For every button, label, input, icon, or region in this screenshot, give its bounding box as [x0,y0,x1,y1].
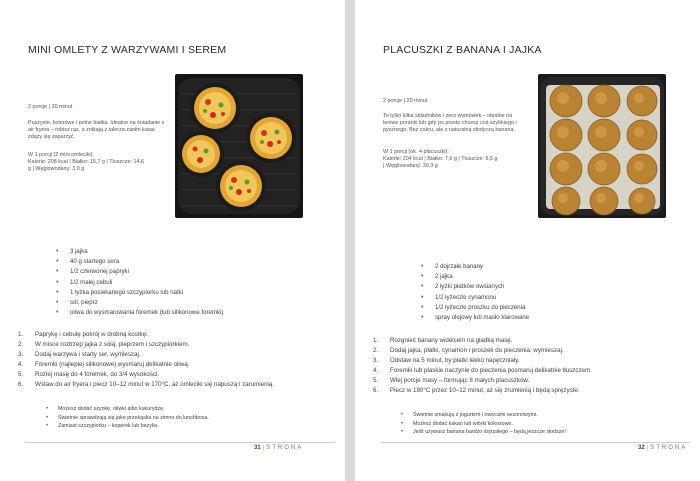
steps-list [18,330,274,391]
nutrition-info [28,152,174,174]
tip-item: • Świetnie smakują z jogurtem i owocami sezonowymi. [401,411,566,420]
tip-item: • Jeśli używasz banana bardzo dojrzałego – będą jeszcze słodsze! [401,428,566,437]
recipe-title: MINI OMLETY Z WARZYWAMI I SEREM [28,44,227,56]
nutrition-info [383,149,531,171]
ingredient-item: • 40 g startego sera [56,257,223,267]
step-item [18,350,274,360]
footer-separator: | [262,445,265,451]
ingredient-item: • 1/2 małej cebuli [56,278,223,288]
step-number: 5. [18,371,24,379]
step-item [18,330,274,340]
recipe-meta: 2 porcje | 20 minut [28,104,73,110]
ingredient-item: • 2 jajka [421,272,529,282]
nutrition-line: Kalorie: 208 kcal | Białko: 15,7 g | Tłuszcze: 14,6 [28,159,144,166]
page-label: STRONA [650,445,688,451]
tip-item: • Możesz dodać szynkę, oliwki albo kukurydzę. [46,405,209,414]
recipe-photo [175,74,303,218]
recipe-description: Puszyste, kolorowe i pełne białka. Idealne na śniadanie z air fryera – robisz raz, a znikają z talerza zanim kawa zdąży się zaparzyć. [28,120,165,141]
step-item [373,346,592,356]
step-number: 2. [373,347,379,355]
step-text: Rozgnieć banany widelcem na gładką masę. [390,337,513,344]
step-number: 3. [18,351,24,359]
ingredients-list [56,247,223,318]
step-number: 1. [373,337,379,344]
tip-item: • Zamiast szczypiorku – koperek lub bazylia. [46,422,209,431]
step-item [18,360,274,370]
footer-separator: | [646,445,649,451]
step-text: Wlej porcje masy – formując 8 małych placuszków. [390,377,530,385]
ingredients-list [421,262,529,323]
ingredient-item: • 1/2 łyżeczki proszku do pieczenia [421,303,529,313]
ingredient-item: • 1/2 łyżeczki cynamonu [421,293,529,303]
recipe-description: To tylko kilka składników i zero wymówek – idealne na leniwe poranki lub gdy po prostu chcesz coś szybkiego i pysznego. Bez cukru, ale z naturalną słodyczą banana. [383,113,517,134]
ingredient-item: • 1/2 czerwonej papryki [56,267,223,277]
step-text: Rozlej masę do 4 foremek, do 3/4 wysokości. [35,371,160,379]
ingredient-item: • oliwa do wysmarowania foremek (lub silikonowe foremki) [56,308,223,318]
tips-list [46,405,209,431]
step-number: 6. [373,387,379,395]
recipe-meta: 2 porcje | 20 minut [383,98,428,104]
step-number: 4. [373,367,379,375]
step-text: Foremki lub płaskie naczynie do pieczenia posmaruj delikatnie tłuszczem. [390,367,592,375]
nutrition-heading: W 1 porcji (2 mini omleciki): [28,152,94,158]
step-text: Dodaj jajka, płatki, cynamon i proszek do pieczenia, wymieszaj. [390,347,564,355]
step-item [373,336,592,346]
recipe-title: PLACUSZKI Z BANANA I JAJKA [383,44,542,56]
nutrition-heading: W 1 porcji (ok. 4 placuszki): [383,149,449,155]
ingredient-item: • 2 dojrzałe banany [421,262,529,272]
page-footer [254,445,303,451]
step-item [18,380,274,390]
tips-list [401,411,566,437]
ingredient-item: • 1 łyżka posiekanego szczypiorku lub natki [56,288,223,298]
page-label: STRONA [266,445,304,451]
footer-divider [25,442,335,443]
footer-divider [380,442,690,443]
step-text: Odstaw na 5 minut, by płatki lekko napęczniały. [390,357,520,365]
ingredient-item: • spray olejowy lub masło klarowane [421,313,529,323]
step-item [373,356,592,366]
step-item [373,386,592,396]
page-number: 31 [254,445,261,451]
step-item [373,366,592,376]
step-number: 5. [373,377,379,385]
step-text: Paprykę i cebulę pokrój w drobną kostkę. [35,331,148,338]
step-item [18,340,274,350]
step-number: 4. [18,361,24,369]
ingredient-item: • 3 jajka [56,247,223,257]
ingredient-item: • sól, pieprz [56,298,223,308]
page-left [0,0,345,481]
page-number: 32 [638,445,645,451]
step-item [373,376,592,386]
page-right [355,0,700,481]
step-text: Dodaj warzywa i starty ser, wymieszaj. [35,351,141,359]
steps-list [373,336,592,397]
tip-item: • Świetnie sprawdzają się jako przekąska na zimno do lunchboxa. [46,414,209,423]
step-number: 1. [18,331,24,338]
page-footer [638,445,687,451]
step-text: Piecz w 180°C przez 10–12 minut, aż się zrumienią i będą sprężyste. [390,387,580,395]
tip-item: • Możesz dodać kakao lub wiórki kokosowe. [401,420,566,429]
recipe-photo [538,74,666,218]
step-text: Foremki (najlepiej silikonowe) wysmaruj delikatnie oliwą. [35,361,190,369]
step-number: 2. [18,341,24,349]
step-text: Wstaw do air fryera i piecz 10–12 minut w 170°C, aż omleciki się napuszą i zarumienią. [35,381,275,389]
ingredient-item: • 2 łyżki płatków owsianych [421,282,529,292]
nutrition-line: Kalorie: 204 kcal | Białko: 7,6 g | Tłuszcze: 6,5 g [383,156,498,163]
nutrition-line: | Węglowodany: 30,3 g [383,163,438,170]
step-number: 3. [373,357,379,365]
step-item [18,370,274,380]
step-number: 6. [18,381,24,389]
step-text: W misce roztrzep jajka z solą, pieprzem i szczypiorkiem. [35,341,190,349]
nutrition-line: g | Węglowodany: 3,0 g [28,166,85,173]
